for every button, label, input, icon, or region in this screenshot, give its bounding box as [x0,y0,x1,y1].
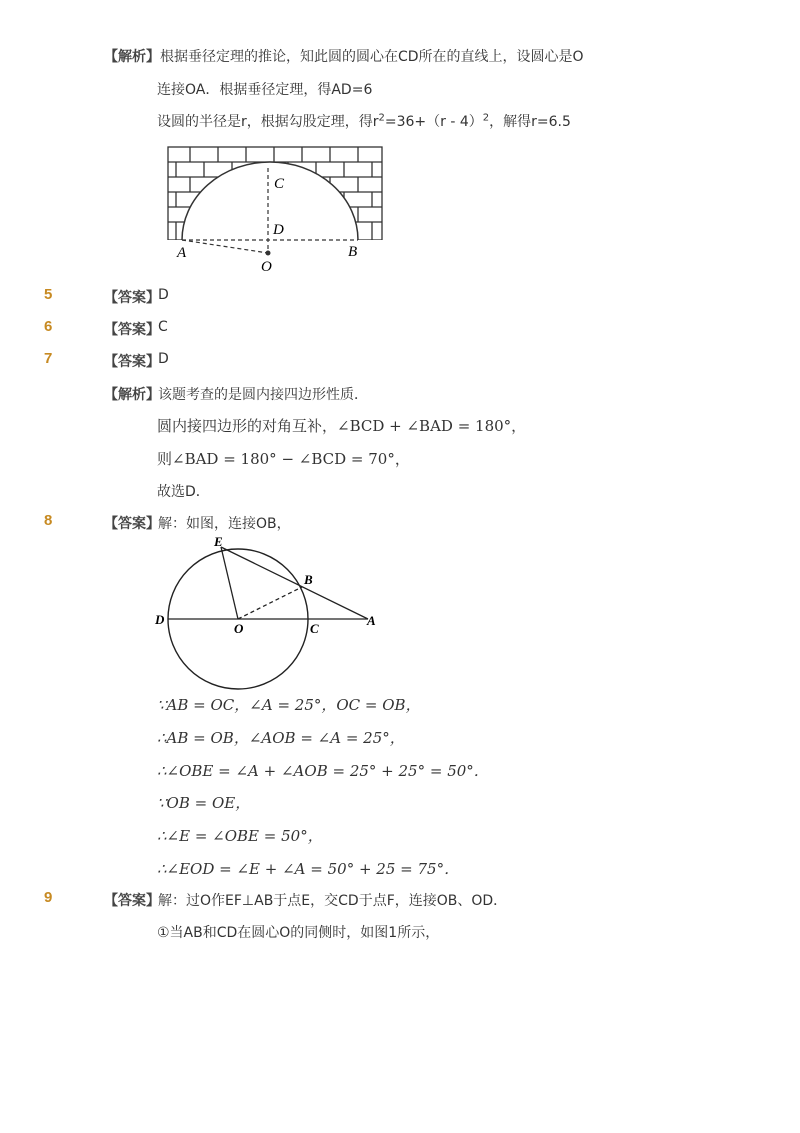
analysis-line-2: 连接OA．根据垂径定理，得AD=6 [157,82,373,98]
label-b: B [348,244,358,260]
answer-tag-8: 【答案】 [104,516,160,532]
arch-curve [182,162,358,240]
analysis-7-line-1: 该题考查的是圆内接四边形性质． [158,387,368,403]
analysis-tag: 【解析】 [104,49,160,65]
question-number-7: 7 [44,350,53,367]
label-d2: D [155,612,165,627]
label-o: O [261,259,272,275]
question-number-5: 5 [44,286,53,303]
analysis-line-3-b: =36+（r - 4） [384,114,483,130]
analysis-7-line-4: 故选D． [157,484,210,500]
label-c: C [274,176,285,192]
answer-8-math-1: ∵AB = OC，∠A = 25°，OC = OB， [157,696,421,714]
line-oa [182,240,268,253]
answer-9-line-1: 解：过O作EF⊥AB于点E，交CD于点F，连接OB、OD． [158,893,508,909]
answer-8-math-6: ∴∠EOD = ∠E + ∠A = 50° + 25 = 75°． [157,860,460,878]
circle-figure [150,534,390,694]
answer-9-line-2: ①当AB和CD在圆心O的同侧时，如图1所示， [157,925,440,941]
answer-tag-7: 【答案】 [104,354,160,370]
answer-8-intro: 解：如图，连接OB， [158,516,291,532]
analysis-7-line-2: 圆内接四边形的对角互补，∠BCD + ∠BAD = 180°， [157,417,527,435]
question-number-8: 8 [44,512,53,529]
answer-5: D [158,287,169,303]
analysis-line-1: 根据垂径定理的推论，知此圆的圆心在CD所在的直线上，设圆心是O [160,49,584,65]
answer-tag-9: 【答案】 [104,893,160,909]
analysis-line-3-sup: 2 [378,112,385,124]
analysis-line-3-a: 设圆的半径是r，根据勾股定理，得r [157,114,379,130]
label-a: A [177,245,187,261]
analysis-line-3-sup2: 2 [482,112,490,124]
label-d: D [273,222,284,238]
label-e: E [214,534,223,549]
question-number-9: 9 [44,889,53,906]
arch-bridge-figure [160,140,390,275]
line-eo [221,547,238,619]
line-ob [238,587,302,619]
label-a2: A [367,613,376,628]
line-ea [221,547,368,619]
answer-tag-6: 【答案】 [104,322,160,338]
analysis-line-3 [157,111,571,131]
label-o2: O [234,621,244,636]
answer-8-math-5: ∴∠E = ∠OBE = 50°， [157,827,323,845]
answer-tag-5: 【答案】 [104,290,160,306]
label-c2: C [310,621,319,636]
question-number-6: 6 [44,318,53,335]
analysis-line-3-c: ，解得r=6.5 [489,114,571,130]
analysis-tag-7: 【解析】 [104,387,160,403]
answer-8-math-3: ∴∠OBE = ∠A + ∠AOB = 25° + 25° = 50°． [157,762,489,780]
answer-8-math-2: ∴AB = OB，∠AOB = ∠A = 25°， [157,729,405,747]
analysis-7-line-3: 则∠BAD = 180° − ∠BCD = 70°， [157,450,410,468]
point-o [266,251,271,256]
answer-6: C [158,319,168,335]
answer-8-math-4: ∵OB = OE， [157,794,251,812]
answer-7: D [158,351,169,367]
label-b2: B [304,572,313,587]
